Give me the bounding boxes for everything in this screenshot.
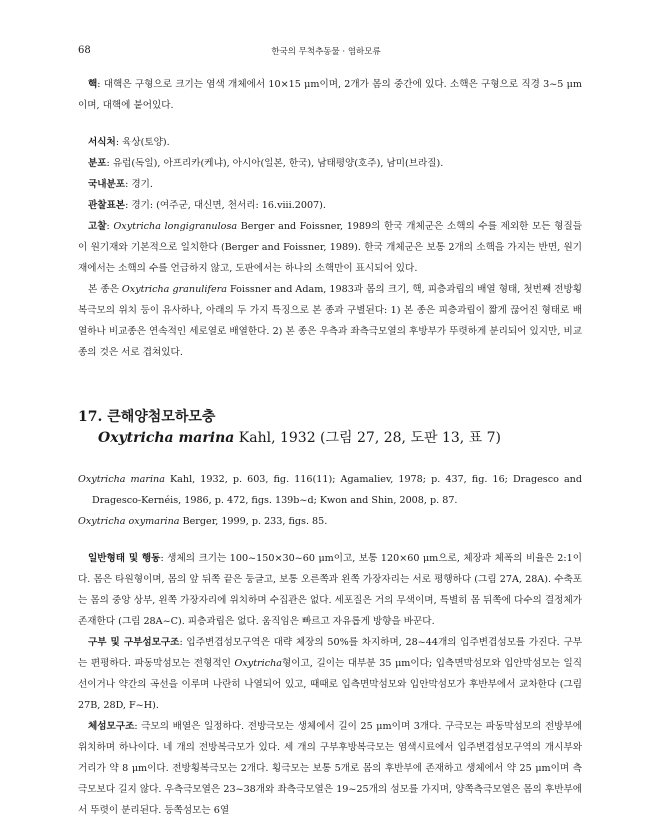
specimen-label: 관찰표본: [88, 200, 126, 211]
somatic-label: 체섬모구조: [88, 721, 135, 732]
habitat-line: [78, 132, 582, 153]
general-label: 일반형태 및 행동: [88, 553, 161, 564]
domestic-text: : 경기.: [125, 179, 153, 190]
domestic-label: 국내분포: [88, 179, 126, 190]
general-morphology-paragraph: [78, 548, 582, 632]
distribution-line: [78, 153, 582, 174]
synonym-entry: Oxytricha marina Kahl, 1932, p. 603, fig. 116(11); Agamaliev, 1978; p. 437, fig. 16; Dragesco and Dragesco-Kernéis, 1986, p. 472, figs. 139b~d; Kwon and Shin, 2008, p. 87.: [78, 474, 582, 506]
remarks-text-2: Foissner and Adam, 1983과 몸의 크기, 핵, 피층과립의 배열 형태, 첫번째 전방횡복극모의 위치 등이 유사하나, 아래의 두 가지 특징으로 본 종과 구별된다: 1) 본 종은 피층과립이 짧게 끊어진 형태로 배열하나 비교종은 연속적인 세로열로 배열한다. 2) 본 종은 우측과 좌측극모열의 후방부가 뚜렷하게 분리되어 있지만, 비교종의 것은 서로 겹쳐있다.: [78, 284, 582, 358]
species-number: 17.: [78, 409, 103, 425]
remarks-paragraph: 고찰: Oxytricha longigranulosa Berger and Foissner, 1989의 한국 개체군은 소핵의 수를 제외한 모든 형질들이 원기재와 기본적으로 일치한다 (Berger and Foissner, 1989). 한국 개체군은 보통 2개의 소핵을 가지는 반면, 원기재에서는 소핵의 수를 언급하지 않고, 도판에서는 하나의 소핵만이 표시되어 있다.: [78, 221, 582, 274]
remarks-text-1: Berger and Foissner, 1989의 한국 개체군은 소핵의 수를 제외한 모든 형질들이 원기재와 기본적으로 일치한다 (Berger and Foissner, 1989). 한국 개체군은 보통 2개의 소핵을 가지는 반면, 원기재에서는 소핵의 수를 언급하지 않고, 도판에서는 하나의 소핵만이 표시되어 있다.: [78, 221, 582, 274]
nucleus-paragraph: [78, 74, 582, 116]
domestic-line: [78, 174, 582, 195]
page-body: [78, 74, 582, 821]
somatic-ciliature-paragraph: [78, 716, 582, 821]
general-text: : 생체의 크기는 100~150×30~60 μm이고, 보통 120×60 μm으로, 체장과 체폭의 비율은 2:1이다. 몸은 타원형이며, 몸의 앞 뒤쪽 끝은 둥글고, 보통 오른쪽과 왼쪽 가장자리는 서로 평행하다 (그림 27A, 28A). 수축포는 몸의 중앙 상부, 왼쪽 가장자리에 위치하며 수집관은 없다. 세포질은 거의 무색이며, 특별히 몸 뒤쪽에 다수의 결정체가 존재한다 (그림 28A~C). 피층과립은 없다. 움직임은 빠르고 자유롭게 방향을 바꾼다.: [78, 553, 582, 627]
page-header: [78, 45, 574, 65]
habitat-text: : 육상(토양).: [115, 137, 170, 148]
page-number: 68: [78, 45, 91, 56]
species-scientific-name: Oxytricha marina: [98, 430, 235, 446]
distribution-text: : 유럽(독일), 아프리카(케냐), 아시아(일본, 한국), 남태평양(호주), 남미(브라질).: [106, 158, 444, 169]
running-title: 한국의 무척추동물 · 염하모류: [271, 47, 381, 57]
species-heading: [78, 407, 582, 449]
nucleus-text: : 대핵은 구형으로 크기는 염색 개체에서 10×15 μm이며, 2개가 몸의 중간에 있다. 소핵은 구형으로 직경 3~5 μm이며, 대핵에 붙어있다.: [78, 79, 582, 111]
species-korean-name: 큰해양첨모하모충: [107, 409, 216, 425]
oral-genus: Oxytricha: [234, 658, 282, 669]
specimen-line: [78, 195, 582, 216]
remarks-species-1: Oxytricha longigranulosa: [113, 221, 238, 232]
species-author: Kahl, 1932: [234, 430, 316, 446]
habitat-label: 서식처: [88, 137, 116, 148]
synonym-list: [78, 469, 582, 532]
nucleus-label: 핵: [88, 79, 98, 90]
synonym-entry: Oxytricha oxymarina Berger, 1999, p. 233, figs. 85.: [78, 516, 328, 527]
species-figure-ref: (그림 27, 28, 도판 13, 표 7): [315, 430, 502, 446]
somatic-text: : 극모의 배열은 일정하다. 전방극모는 생체에서 길이 25 μm이며 3개다. 구극모는 파동막섬모의 전방부에 위치하며 하나이다. 네 개의 전방복극모가 있다. 세 개의 구부후방복극모는 염색시료에서 입주변겹섬모구역의 개시부와 거리가 약 8 μm이다. 전방횡복극모는 2개다. 횡극모는 보통 5개로 몸의 후반부에 존재하고 생체에서 약 25 μm이며 측극모보다 길지 않다. 우측극모열은 23~38개와 좌측극모열은 19~25개의 섬모를 가지며, 양쪽측극모열은 몸의 후반부에서 뚜렷이 분리된다. 등쪽섬모는 6열: [78, 721, 582, 816]
specimen-text: : 경기: (여주군, 대신면, 천서리: 16.viii.2007).: [125, 200, 326, 211]
remarks-paragraph-2: 본 종은 Oxytricha granulifera Foissner and Adam, 1983과 몸의 크기, 핵, 피층과립의 배열 형태, 첫번째 전방횡복극모의 위치 등이 유사하나, 아래의 두 가지 특징으로 본 종과 구별된다: 1) 본 종은 피층과립이 짧게 끊어진 형태로 배열하나 비교종은 연속적인 세로열로 배열한다. 2) 본 종은 우측과 좌측극모열의 후방부가 뚜렷하게 분리되어 있지만, 비교종의 것은 서로 겹쳐있다.: [78, 284, 582, 358]
oral-label: 구부 및 구부섬모구조: [88, 637, 180, 648]
remarks-species-2: Oxytricha granulifera: [121, 284, 227, 295]
oral-structure-paragraph: 구부 및 구부섬모구조: 입주변겹섬모구역은 대략 체장의 50%를 차지하며, 28~44개의 입주변겹섬모를 가진다. 구부는 편평하다. 파동막섬모는 전형적인 Oxytricha형이고, 길이는 대부분 35 μm이다; 입측면막섬모와 입안막섬모는 일직선이거나 약간의 곡선을 이루며 나란히 나열되어 있고, 때때로 입측면막섬모와 입안막섬모가 후반부에서 교차한다 (그림 27B, 28D, F~H).: [78, 637, 583, 711]
distribution-label: 분포: [88, 158, 107, 169]
remarks-label: 고찰: [88, 221, 107, 232]
